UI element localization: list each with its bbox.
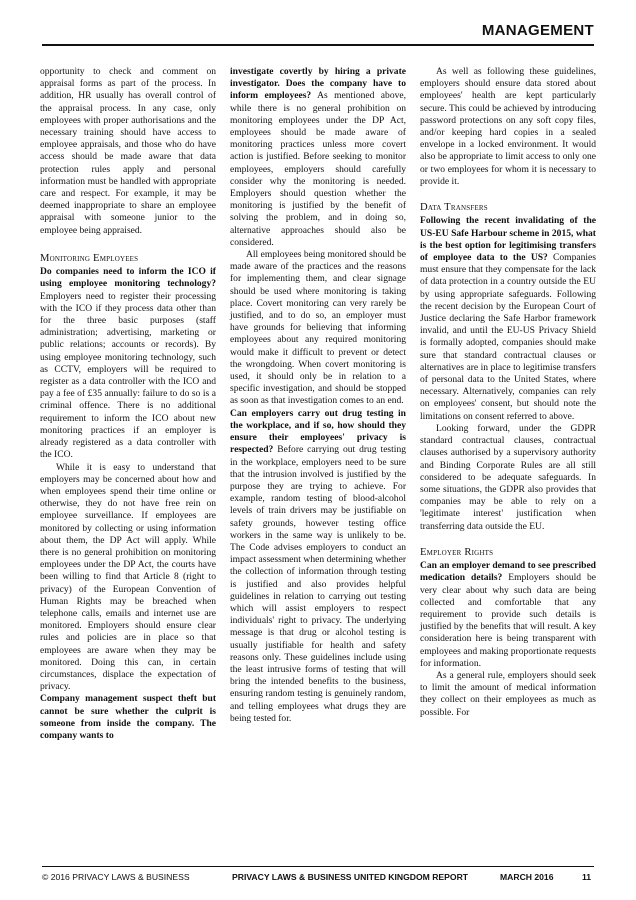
qa-paragraph	[420, 215, 596, 422]
answer: Companies must ensure that they compensate for the lack of data protection in a country outside the EU by using appropriate safeguards. Following the recent decision by the European Court of Justice declaring the Safe Harbor framework invalid, and until the EU-US Privacy Shield is formally adopted, companies should make sure that standard contractual clauses or alternatives are in place to legitimise transfers of personal data to the United States, where necessary. Alternatively, companies can rely on employees' consent, but should note the limitations on consent referred to above.	[420, 252, 596, 422]
footer-publication: PRIVACY LAWS & BUSINESS UNITED KINGDOM REPORT	[232, 872, 469, 882]
page-number: 11	[582, 872, 592, 882]
question: investigate covertly by hiring a private investigator. Does the company have to inform employees?	[230, 66, 406, 102]
answer: Employers need to register their processing with the ICO if they process data other than for the three basic purposes (staff administration; advertising, marketing or public relations; accounts or records). By using employee monitoring technology, such as CCTV, employers will be required to register as a data controller with the ICO and pay a fee of £35 annually: failure to do so is a criminal offence. There is no additional requirement to inform the ICO about new monitoring practices if an employer is already registered as a data controller with the ICO.	[40, 290, 216, 461]
question: Company management suspect theft but cannot be sure whether the culprit is someone from inside the company. The company wants to	[40, 693, 216, 741]
paragraph: While it is easy to understand that employers may be concerned about how and when employees spend their time online or otherwise, they do not have free rein on employee surveillance. If employees are monitored by collecting or using information about them, the DP Act will apply. While there is no general prohibition on monitoring employees under the DP Act, the courts have been willing to find that Article 8 (right to privacy) of the European Convention of Human Rights may be breached when telephone calls, emails and internet use are monitored. Employers should ensure clear rules and policies are in place so that employees are aware when they may be monitored. Doing this can, in certain circumstances, displace the expectation of privacy.	[40, 461, 216, 693]
section-heading-rights: Employer Rights	[420, 546, 494, 558]
footer-copyright: © 2016 PRIVACY LAWS & BUSINESS	[42, 872, 190, 882]
qa-paragraph	[230, 408, 406, 725]
question: Can employers carry out drug testing in the workplace, and if so, how should they ensure their employees' privacy is respected?	[230, 407, 406, 456]
section-heading-monitoring: Monitoring Employees	[40, 252, 139, 264]
question: Do companies need to inform the ICO if using employee monitoring technology?	[40, 266, 216, 290]
section-header: MANAGEMENT	[481, 22, 594, 39]
column-right	[420, 66, 596, 719]
question: Can an employer demand to see prescribed medication details?	[420, 560, 596, 584]
paragraph: As a general rule, employers should seek to limit the amount of medical information they collect on their employees as much as possible. For	[420, 669, 596, 718]
answer: As mentioned above, while there is no general prohibition on monitoring employees under the DP Act, employees should be made aware of monitoring practices unless more covert action is justified. Before seeking to monitor employees, employers should carefully consider why the monitoring is needed. Employers should question whether the monitoring is justified by the benefit of solving the problem, and in doing so, alternative approaches should also be considered.	[230, 90, 406, 248]
footer-date: MARCH 2016	[500, 872, 554, 882]
footer-rule	[42, 866, 594, 867]
section-heading-transfers: Data Transfers	[420, 202, 488, 214]
question-paragraph	[40, 693, 216, 742]
column-middle	[230, 66, 406, 725]
column-left	[40, 66, 216, 742]
paragraph: opportunity to check and comment on appraisal forms as part of the process. In addition, HR usually has overall control of the appraisal process. In any case, only employees with proper authorisations and the necessary training should have access to employee appraisals, and those who do have access should be made aware that data protection rules apply and personal information must be handled with appropriate care and respect. For example, it may be deemed inappropriate to share an employee appraisal with someone junior to the employee being appraised.	[40, 66, 216, 236]
answer: Employers should be very clear about why such data are being collected and comfortable that any requirement to provide such details is justified by the benefits that will result. A key consideration here is being transparent with employees and making proportionate requests for information.	[420, 572, 596, 669]
qa-paragraph	[420, 560, 596, 670]
header-rule	[42, 44, 594, 46]
question: Following the recent invalidating of the US-EU Safe Harbour scheme in 2015, what is the best option for legitimising transfers of employee data to the US?	[420, 215, 596, 264]
qa-paragraph	[40, 266, 216, 461]
paragraph: As well as following these guidelines, employers should ensure data stored about employees' health are kept particularly secure. This could be achieved by introducing password protections on any soft copy files, and/or keeping hard copies in a sealed envelope in a locked environment. It would also be appropriate to limit access to only one or two employees for whom it is necessary to provide it.	[420, 66, 596, 187]
answer: Before carrying out drug testing in the workplace, employers need to be sure that the intrusion involved is justified by the purpose they are trying to achieve. For example, random testing of blood-alcohol levels of train drivers may be justifiable on safety grounds, however testing office workers in the same way is unlikely to be. The Code advises employers to conduct an impact assessment when determining whether the collection of information through testing is justified and also provides helpful guidelines in relation to carrying out testing which will assist employers to respect individuals' right to privacy. The underlying message is that drug or alcohol testing is usually justifiable for health and safety reasons only. These guidelines include using the least intrusive forms of testing that will bring the intended benefits to the business, ensuring random testing is genuinely random, and telling employees what drugs they are being tested for.	[230, 444, 406, 724]
qa-paragraph	[230, 66, 406, 249]
paragraph: Looking forward, under the GDPR standard contractual clauses, contractual clauses authorised by a supervisory authority and Binding Corporate Rules are all still considered to be adequate safeguards. In some situations, the GDPR also provides that companies may be able to rely on a 'legitimate interest' justification when transferring data outside the EU.	[420, 422, 596, 532]
paragraph: All employees being monitored should be made aware of the practices and the reasons for implementing them, and clear signage should be used where monitoring is taking place. Covert monitoring can very rarely be justified, and to do so, an employer must have grounds for believing that informing employees about any required monitoring would make it difficult to prevent or detect the wrongdoing. When covert monitoring is used, it should only be in relation to a specific investigation, and should be stopped as soon as that investigation comes to an end.	[230, 249, 406, 407]
